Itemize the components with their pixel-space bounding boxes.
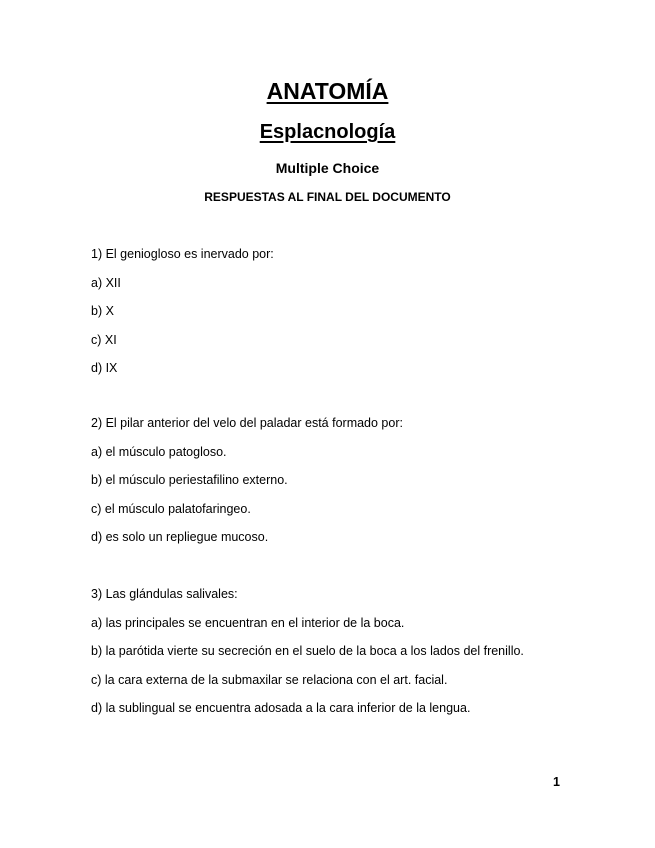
question-2-option-a: a) el músculo patogloso. <box>91 444 227 459</box>
question-2-option-d: d) es solo un repliegue mucoso. <box>91 530 269 544</box>
document-title: ANATOMÍA <box>266 78 389 104</box>
question-1 <box>91 247 611 390</box>
answers-note: RESPUESTAS AL FINAL DEL DOCUMENTO <box>204 190 451 204</box>
question-1-option-c: c) XI <box>91 332 117 347</box>
question-3-text: 3) Las glándulas salivales: <box>91 587 238 601</box>
question-2-option-b: b) el músculo periestafilino externo. <box>91 473 288 487</box>
document-subtitle: Esplacnología <box>259 121 396 143</box>
page-number: 1 <box>553 775 560 789</box>
question-3 <box>91 587 611 730</box>
question-3-option-d: d) la sublingual se encuentra adosada a la cara inferior de la lengua. <box>91 701 471 715</box>
question-3-option-b: b) la parótida vierte su secreción en el suelo de la boca a los lados del frenillo. <box>91 644 524 658</box>
question-1-text: 1) El geniogloso es inervado por: <box>91 247 274 261</box>
question-1-option-a: a) XII <box>91 275 121 290</box>
question-3-option-c: c) la cara externa de la submaxilar se relaciona con el art. facial. <box>91 672 448 687</box>
question-2-option-c: c) el músculo palatofaringeo. <box>91 501 251 516</box>
question-1-option-d: d) IX <box>91 361 118 375</box>
question-2-text: 2) El pilar anterior del velo del paladar está formado por: <box>91 416 403 430</box>
question-3-option-a: a) las principales se encuentran en el interior de la boca. <box>91 615 405 630</box>
question-1-option-b: b) X <box>91 304 114 318</box>
document-type: Multiple Choice <box>275 160 380 176</box>
question-2 <box>91 416 611 559</box>
